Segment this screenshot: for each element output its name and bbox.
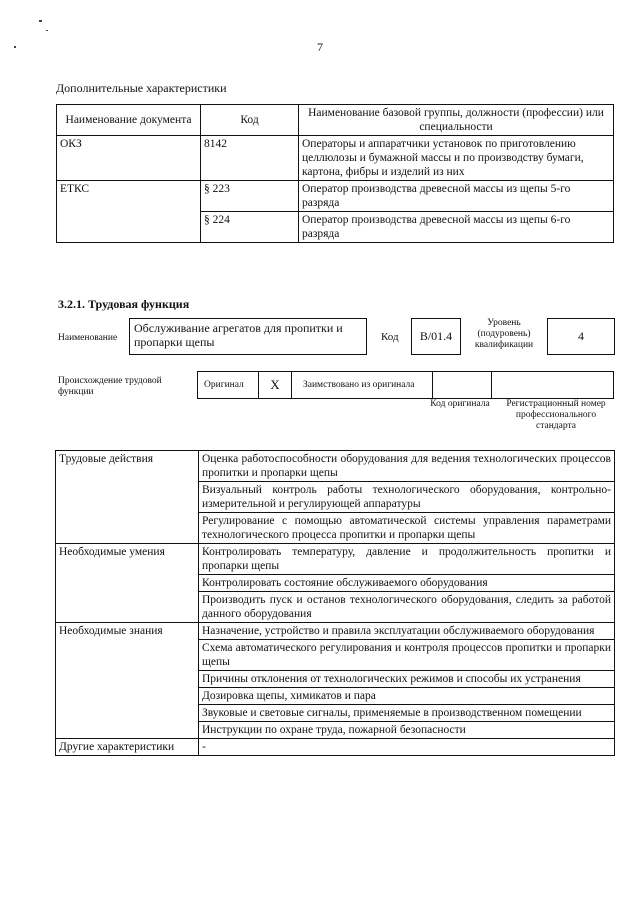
qualification-level-box — [547, 318, 615, 355]
function-name-box — [129, 318, 367, 355]
name-label: Наименование — [58, 333, 118, 343]
list-item: Причины отклонения от технологических режимов и способы их устранения — [199, 671, 615, 688]
table-row — [56, 451, 615, 482]
table-header-row — [57, 105, 614, 136]
list-item: Назначение, устройство и правила эксплуатации обслуживаемого оборудования — [199, 623, 615, 640]
table-row — [56, 544, 615, 575]
list-item: Оценка работоспособности оборудования для ведения технологических процессов пропитки и пропарки щепы — [199, 451, 615, 482]
column-header: Наименование базовой группы, должности (профессии) или специальности — [299, 105, 614, 136]
table-row — [57, 136, 614, 181]
code-cell: § 223 — [201, 181, 299, 212]
knowledge-label: Необходимые знания — [56, 623, 199, 739]
function-details-table — [55, 450, 615, 756]
table-row — [56, 623, 615, 640]
function-code-value: B/01.4 — [419, 329, 453, 343]
qualification-level-value: 4 — [578, 329, 584, 343]
scan-speck — [39, 20, 42, 22]
other-characteristics-value: - — [199, 739, 615, 756]
column-header: Код — [201, 105, 299, 136]
code-cell: § 224 — [201, 212, 299, 243]
code-label: Код — [381, 331, 399, 343]
list-item: Контролировать температуру, давление и продолжительность пропитки и пропарки щепы — [199, 544, 615, 575]
origin-label: Происхождение трудовой функции — [58, 376, 162, 397]
skills-label: Необходимые умения — [56, 544, 199, 623]
original-label: Оригинал — [204, 380, 244, 390]
table-row — [56, 739, 615, 756]
name-cell: Операторы и аппаратчики установок по приготовлению целлюлозы и бумажной массы и по производству бумаги, картона, фибры и изделий из них — [299, 136, 614, 181]
name-cell: Оператор производства древесной массы из щепы 5-го разряда — [299, 181, 614, 212]
list-item: Звуковые и световые сигналы, применяемые в производственном помещении — [199, 705, 615, 722]
origin-box — [197, 371, 614, 399]
function-code-box — [411, 318, 461, 355]
labor-actions-label: Трудовые действия — [56, 451, 199, 544]
list-item: Инструкции по охране труда, пожарной безопасности — [199, 722, 615, 739]
name-cell: Оператор производства древесной массы из щепы 6-го разряда — [299, 212, 614, 243]
other-characteristics-label: Другие характеристики — [56, 739, 199, 756]
code-cell: 8142 — [201, 136, 299, 181]
table-row — [57, 181, 614, 212]
list-item: Контролировать состояние обслуживаемого оборудования — [199, 575, 615, 592]
additional-characteristics-table — [56, 104, 614, 243]
column-header: Наименование документа — [57, 105, 201, 136]
list-item: Схема автоматического регулирования и контроля процессов пропитки и пропарки щепы — [199, 640, 615, 671]
code-original-label: Код оригинала — [430, 399, 490, 409]
function-name-value: Обслуживание агрегатов для пропитки и пропарки щепы — [134, 321, 343, 349]
registration-number-label: Регистрационный номер профессионального стандарта — [506, 399, 606, 431]
list-item: Регулирование с помощью автоматической системы управления параметрами технологического процесса пропитки и пропарки щепы — [199, 513, 615, 544]
original-mark: X — [270, 377, 280, 392]
doc-cell: ОКЗ — [57, 136, 201, 181]
code-original-cell — [432, 372, 492, 398]
original-mark-cell — [258, 372, 292, 398]
additional-characteristics-title: Дополнительные характеристики — [56, 81, 227, 95]
qualification-level-label: Уровень (подуровень) квалификации — [474, 318, 534, 350]
scan-speck — [46, 30, 48, 31]
list-item: Дозировка щепы, химикатов и пара — [199, 688, 615, 705]
page-number: 7 — [317, 40, 323, 54]
labor-function-heading: 3.2.1. Трудовая функция — [58, 297, 190, 311]
borrowed-label: Заимствовано из оригинала — [303, 380, 415, 390]
doc-cell: ЕТКС — [57, 181, 201, 243]
list-item: Визуальный контроль работы технологического оборудования, контрольно-измерительной и регулирующей аппаратуры — [199, 482, 615, 513]
list-item: Производить пуск и останов технологического оборудования, следить за работой данного оборудования — [199, 592, 615, 623]
